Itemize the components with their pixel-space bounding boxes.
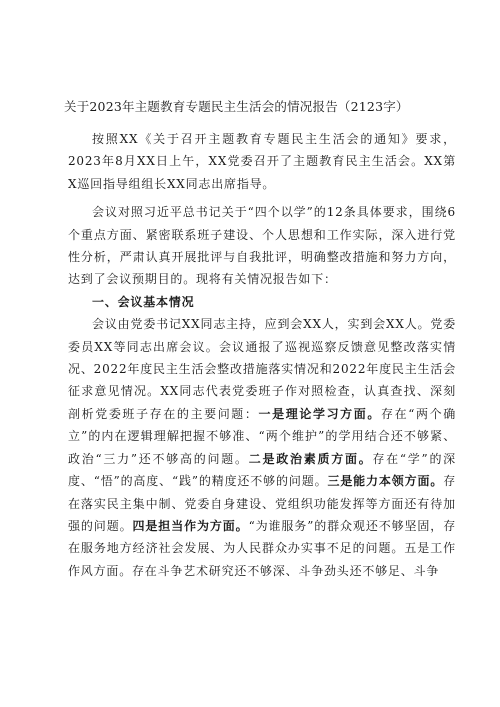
problem-4-label: 四是担当作为方面。 — [132, 518, 249, 533]
problem-1-text: 存在“两个确立”的内在逻辑理解把握不够准、“两个维护”的学用结合还不够紧、政治“三力”还不够高的问题。 — [68, 406, 456, 466]
problem-1-label: 一是理论学习方面。 — [258, 406, 382, 421]
problem-2-text: 存在“学”的深度、“悟”的高度、“践”的精度还不够的问题。 — [68, 451, 456, 489]
problem-5-text: 五是工作作风方面。存在斗争艺术研究还不够深、斗争劲头还不够足、斗争 — [68, 541, 456, 578]
section-heading-basic-info: 一、会议基本情况 — [92, 294, 195, 309]
problem-3-label: 三是能力本领方面。 — [327, 474, 444, 489]
paragraph-meeting-details — [68, 313, 456, 582]
problem-4-text: “为谁服务”的群众观还不够坚固，存在服务地方经济社会发展、为人民群众办实事不足的问题。 — [68, 518, 456, 556]
paragraph-overview: 会议对照习近平总书记关于“四个以学”的12条具体要求，围绕6个重点方面、紧密联系班子建设、个人思想和工作实际，深入进行党性分析，严肃认真开展批评与自我批评，明确整改措施和努力方向，达到了会议预期目的。现将有关情况报告如下： — [68, 205, 456, 287]
meeting-intro-text: 会议由党委书记XX同志主持，应到会XX人，实到会XX人。党委委员XX等同志出席会议。会议通报了巡视巡察反馈意见整改落实情况、2022年度民主生活会整改措施落实情况和2022年度民主生活会征求意见情况。XX同志代表党委班子作对照检查，认真查找、深刻剖析党委班子存在的主要问题： — [68, 317, 456, 421]
problem-3-text: 存在落实民主集中制、党委自身建设、党组织功能发挥等方面还有待加强的问题。 — [68, 474, 457, 533]
problem-2-label: 二是政治素质方面。 — [248, 451, 373, 466]
document-title: 关于2023年主题教育专题民主生活会的情况报告（2123字） — [64, 99, 409, 114]
paragraph-notice: 按照XX《关于召开主题教育专题民主生活会的通知》要求，2023年8月XX日上午，XX党委召开了主题教育民主生活会。XX第X巡回指导组组长XX同志出席指导。 — [68, 132, 456, 191]
